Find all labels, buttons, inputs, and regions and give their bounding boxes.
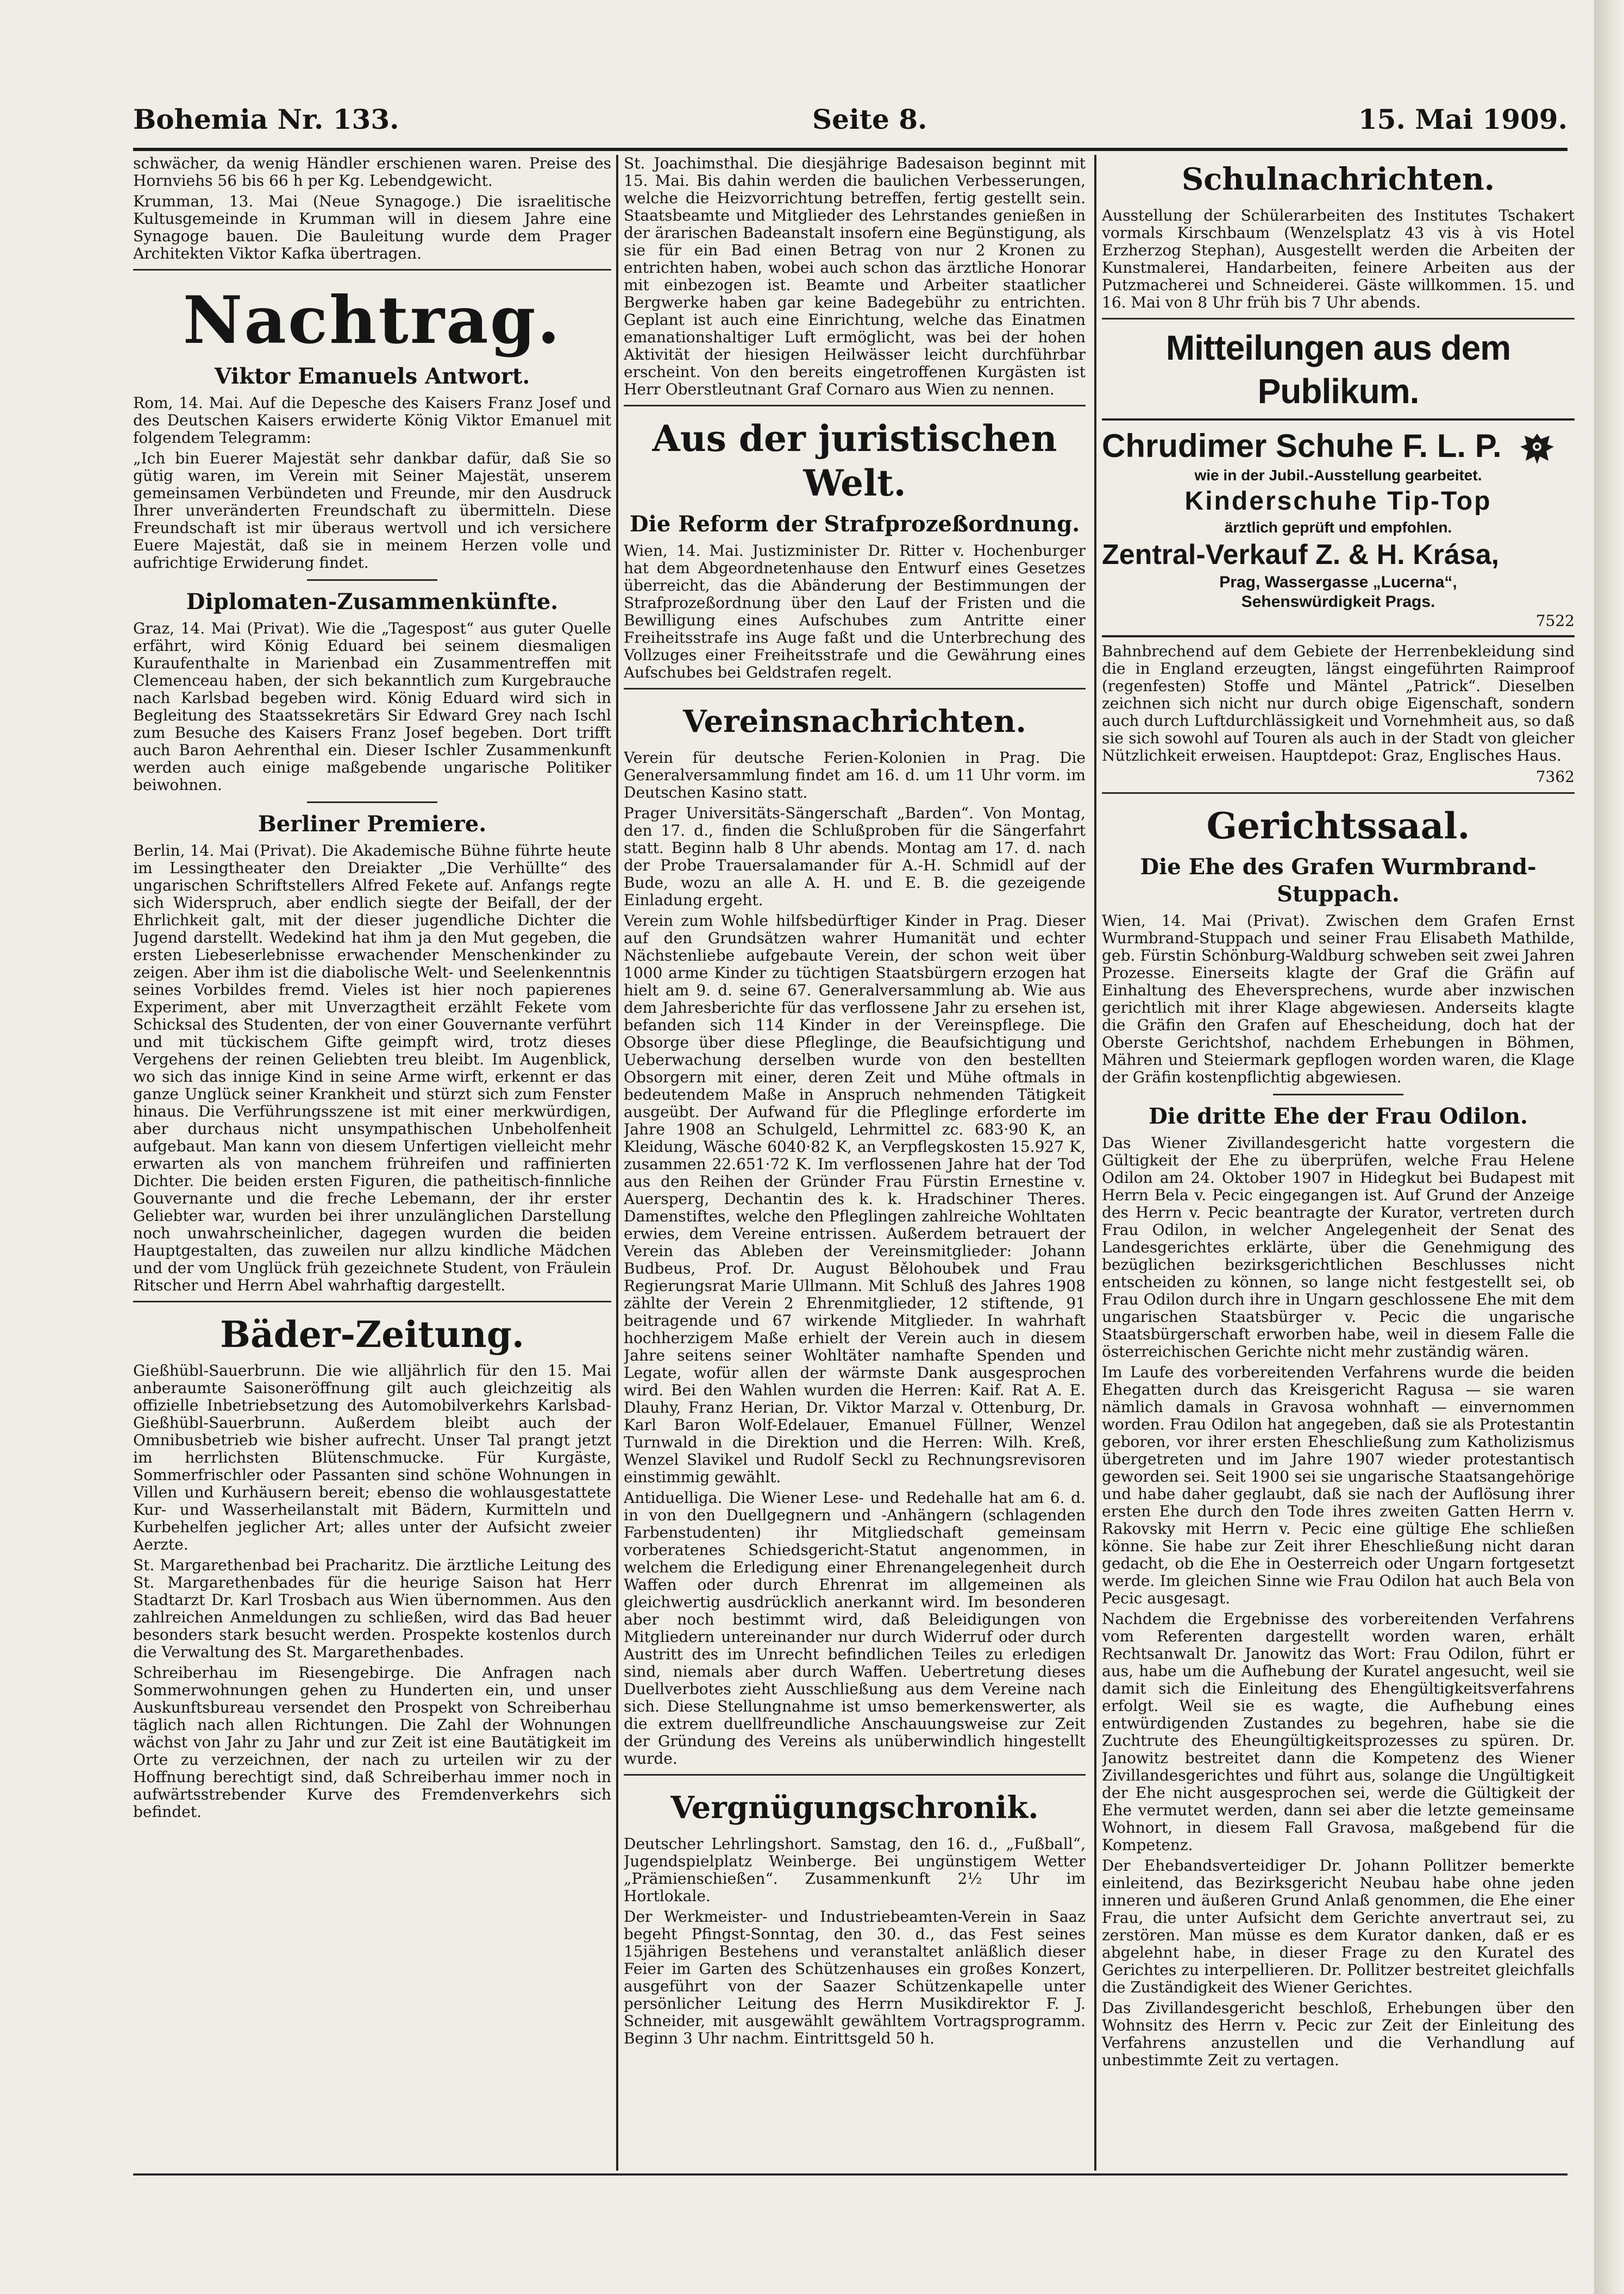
header-center: Seite 8. xyxy=(812,103,927,135)
ad-line: Zentral-Verkauf Z. & H. Krása, xyxy=(1102,539,1500,571)
section-title-vereinsnachrichten: Vereinsnachrichten. xyxy=(683,704,1026,739)
article-text: Graz, 14. Mai (Privat). Wie die „Tagespost“ aus guter Quelle erfährt, wird König Eduard bei seinem diesmaligen Kuraufenthalte in Marienbad ein Zusammentreffen mit Clemenceau haben, der sich bekanntlich zum Kurgebrauche nach Karlsbad begeben wird. König Eduard wird sich in Begleitung des Staatssekretärs Sir Edward Grey nach Ischl zum Besuche des Kaisers Franz Josef begeben. Dort trifft auch Baron Aehrenthal ein. Dieser Ischler Zusammenkunft werden auch einige maßgebende ungarische Politiker beiwohnen. xyxy=(133,619,611,794)
footer-rule xyxy=(133,2173,1567,2176)
article-text: Rom, 14. Mai. Auf die Depesche des Kaisers Franz Josef und des Deutschen Kaisers erwiderte König Viktor Emanuel mit folgendem Telegramm: xyxy=(133,394,611,447)
section-title-juristische-welt: Aus der juristischen Welt. xyxy=(652,417,1057,504)
divider xyxy=(307,579,437,581)
section-title-gerichtssaal: Gerichtssaal. xyxy=(1206,805,1470,848)
advertisement-krasa xyxy=(1102,418,1575,637)
page-edge-shadow xyxy=(1594,0,1624,2294)
article-text: Das Zivillandesgericht beschloß, Erhebungen über den Wohnsitz des Herrn v. Pecic zur Zeit der Einleitung des Verfahrens anzustellen und die Verhandlung auf unbestimmte Zeit zu vertagen. xyxy=(1102,1999,1575,2070)
article-text: Wien, 14. Mai (Privat). Zwischen dem Grafen Ernst Wurmbrand-Stuppach und seiner Frau Elisabeth Mathilde, geb. Fürstin Schönburg-Waldburg schweben seit zwei Jahren Prozesse. Einerseits klagte der Graf die Gräfin auf Einhaltung des Eheversprechens, wurde aber inzwischen gerichtlich mit ihrer Klage abgewiesen. Anderseits klagte die Gräfin den Grafen auf Ehescheidung, doch hat der Oberste Gerichtshof, nachdem Erhebungen in Böhmen, Mähren und Steiermark gepflogen worden waren, die Klage der Gräfin kostenpflichtig abgewiesen. xyxy=(1102,912,1575,1087)
divider xyxy=(133,1301,611,1302)
divider xyxy=(1273,1094,1403,1095)
divider xyxy=(624,688,1086,690)
header-right: 15. Mai 1909. xyxy=(1358,103,1567,135)
column-1 xyxy=(133,155,611,2171)
ad-line xyxy=(1102,426,1575,466)
column-2 xyxy=(624,155,1086,2171)
headline: Die Ehe des Grafen Wurmbrand-Stuppach. xyxy=(1140,854,1537,907)
divider xyxy=(133,269,611,271)
ad-line: Prag, Wassergasse „Lucerna“, xyxy=(1219,573,1457,592)
article-text: St. Margarethenbad bei Pracharitz. Die ärztliche Leitung des St. Margarethenbades für die heurige Saison hat Herr Stadtarzt Dr. Karl Trosbach aus Wien übernommen. Aus den zahlreichen Anmeldungen zu schließen, wird das Bad heuer besonders stark besucht werden. Prospekte kostenlos durch die Verwaltung des St. Margarethenbades. xyxy=(133,1556,611,1661)
divider xyxy=(307,801,437,803)
article-text: Ausstellung der Schülerarbeiten des Institutes Tschakert vormals Kirschbaum (Wenzelsplatz 43 vis à vis Hotel Erzherzog Stephan), Ausgestellt werden die Arbeiten der Kunstmalerei, Handarbeiten, feinere Arbeiten aus der Putzmacherei und Schneiderei. Gäste willkommen. 15. und 16. Mai von 8 Uhr früh bis 7 Uhr abends. xyxy=(1102,206,1575,311)
column-3 xyxy=(1102,155,1575,2171)
article-text: Schreiberhau im Riesengebirge. Die Anfragen nach Sommerwohnungen gehen zu Hunderten ein, und unser Auskunftsbureau versendet den Prospekt von Schreiberhau täglich nach allen Richtungen. Die Zahl der Wohnungen wächst von Jahr zu Jahr und zur Zeit ist eine Bautätigkeit im Orte zu verzeichnen, der nach zu urteilen wir zu der Hoffnung berechtigt sind, daß Schreiberhau immer noch in aufwärtsstrebender Kurve des Fremdenverkehrs sich befindet. xyxy=(133,1664,611,1821)
column-divider xyxy=(1094,155,1096,2171)
article-text: Im Laufe des vorbereitenden Verfahrens wurde die beiden Ehegatten durch das Kreisgericht Ragusa — sie waren nämlich damals in Gravosa wohnhaft — einvernommen worden. Frau Odilon hat angegeben, daß sie als Protestantin geboren, vor ihrer ersten Eheschließung zum Katholizismus übergetreten und im Jahre 1907 wieder protestantisch geworden sei. Seit 1900 sei sie ungarische Staatsangehörige und habe daher geglaubt, daß sie nach der Auflösung ihrer ersten Ehe durch den Tode ihres zweiten Gatten Herrn v. Rakovsky mit Herrn v. Pecic eine gültige Ehe schließen könne. Sie habe zur Zeit ihrer Eheschließung nicht daran gedacht, ob die Ehe in Oesterreich oder Ungarn fortgesetzt werde. Im gleichen Sinne wie Frau Odilon hat auch Bela von Pecic ausgesagt. xyxy=(1102,1363,1575,1608)
article-text: St. Joachimsthal. Die diesjährige Badesaison beginnt mit 15. Mai. Bis dahin werden die baulichen Verbesserungen, welche die Heizvorrichtung betreffen, fertig gestellt sein. Staatsbeamte und Mitglieder des Lehrstandes genießen in der ärarischen Badeanstalt insofern eine Begünstigung, als sie für ein Bad einen Betrag von nur 2 Kronen zu entrichten haben, wobei auch schon das ärztliche Honorar mit einbezogen ist. Beamte und Arbeiter staatlicher Bergwerke haben gar keine Badegebühr zu entrichten. Geplant ist auch eine Einrichtung, welche das Einatmen emanationshaltiger Luft ermöglicht, was bei der hohen Aktivität der hiesigen Heilwässer leicht durchführbar erscheint. Von den bereits eingetroffenen Kurgästen ist Herr Oberstleutnant Graf Cornaro aus Wien zu nennen. xyxy=(624,155,1086,398)
eagle-icon xyxy=(1518,430,1556,466)
header-rule xyxy=(133,148,1567,151)
section-title-nachtrag: Nachtrag. xyxy=(183,282,562,359)
article-text: Der Ehebandsverteidiger Dr. Johann Pollitzer bemerkte einleitend, das Bezirksgericht Neubau habe ohne jeden inneren und äußeren Grund Anlaß genommen, die Ehe einer Frau, die unter Aufsicht dem Gerichte anvertraut sei, zu zerstören. Man müsse es dem Kurator danken, daß er es abgelehnt habe, in dieser Frage zu den Kuratel des Gerichtes zu interpellieren. Dr. Pollitzer bestreitet gleichfalls die Zuständigkeit des Wiener Gerichtes. xyxy=(1102,1857,1575,1997)
ad-line: Kinderschuhe Tip-Top xyxy=(1184,487,1492,516)
ad-headline: Chrudimer Schuhe F. L. P. xyxy=(1102,428,1502,464)
article-text: Berlin, 14. Mai (Privat). Die Akademische Bühne führte heute im Lessingtheater den Dreiakter „Die Verhüllte“ des ungarischen Schriftstellers Alfred Fekete auf. Anfangs regte sich Widerspruch, aber endlich siegte der Beifall, der der Ehrlichkeit galt, mit der dieser jugendliche Dichter die Jugend darstellt. Wedekind hat ihm ja den Mut gegeben, die ersten Liebeserlebnisse erwachender Menschenkinder zu zeigen. Aber ihm ist die diabolische Welt- und Seelenkenntnis seines Vorbildes fremd. Vieles ist hier noch papierenes Experiment, aber mit Unverzagtheit erzählt Fekete vom Schicksal des Studenten, der von einer Gouvernante verführt und mit tückischem Gifte geimpft wird, trotz dieses Vergehens der reinen Geliebten treu bleibt. Im Augenblick, wo sich das innige Kind in seine Arme wirft, erkennt er das ganze Unglück seiner Krankheit und stürzt sich zum Fenster hinaus. Die Verführungsszene ist mit einer merkwürdigen, aber durchaus nicht unsympathischen Unbeholfenheit aufgebaut. Man kann von diesem Unfertigen vielleicht mehr erwarten als von manchem frühreifen und raffinierten Dichter. Die beiden ersten Figuren, die patheitisch-finnliche Gouvernante und die freche Lebemann, der ihr erster Geliebter war, wurden bei ihrer unzulänglichen Darstellung noch unwahrscheinlicher, dagegen wurden die beiden Hauptgestalten, das zuweilen nur allzu kindliche Mädchen und der vom Unglück früh gezeichnete Student, von Fräulein Ritscher und Herrn Abel wahrhaftig dargestellt. xyxy=(133,842,611,1294)
ad-line: ärztlich geprüft und empfohlen. xyxy=(1224,519,1452,536)
column-divider xyxy=(616,155,618,2171)
article-text: Wien, 14. Mai. Justizminister Dr. Ritter v. Hochenburger hat dem Abgeordnetenhause den Entwurf eines Gesetzes überreicht, das die Abänderung der Bestimmungen der Strafprozeßordnung über den Lauf der Fristen und die Bewilligung eines Aufschubes zum Antritte einer Freiheitsstrafe ins Auge faßt und die Unterbrechung des Vollzuges einer Freiheitsstrafe und die Gewährung eines Aufschubes bei Geldstrafen regelt. xyxy=(624,542,1086,681)
divider xyxy=(1102,318,1575,319)
divider xyxy=(624,1774,1086,1776)
headline: Die dritte Ehe der Frau Odilon. xyxy=(1149,1104,1528,1130)
article-text: Krumman, 13. Mai (Neue Synagoge.) Die israelitische Kultusgemeinde in Krumman will in diesem Jahre eine Synagoge bauen. Die Bauleitung wurde dem Prager Architekten Viktor Kafka übertragen. xyxy=(133,192,611,262)
ad-line: Sehenswürdigkeit Prags. xyxy=(1241,593,1435,611)
ad-number: 7522 xyxy=(1535,612,1575,630)
article-text: Bahnbrechend auf dem Gebiete der Herrenbekleidung sind die in England erzeugten, längst eingeführten Raimproof (regenfesten) Stoffe und Mäntel „Patrick“. Dieselben zeichnen sich nicht nur durch obige Eigenschaft, sondern auch durch Luftdurchlässigkeit und Vornehmheit aus, so daß sie sich sowohl auf Touren als auch in der Stadt von gleicher Nützlichkeit erweisen. Hauptdepot: Graz, Englisches Haus. xyxy=(1102,642,1575,765)
article-text: Deutscher Lehrlingshort. Samstag, den 16. d., „Fußball“, Jugendspielplatz Weinberge. Bei ungünstigem Wetter „Prämienschießen“. Zusammenkunft 2½ Uhr im Hortlokale. xyxy=(624,1835,1086,1905)
section-title-vergnuegungschronik: Vergnügungschronik. xyxy=(670,1790,1039,1826)
section-title-schulnachrichten: Schulnachrichten. xyxy=(1181,161,1495,197)
article-text: schwächer, da wenig Händler erschienen waren. Preise des Hornviehs 56 bis 66 h per Kg. Lebendgewicht. xyxy=(133,155,611,190)
headline: Die Reform der Strafprozeßordnung. xyxy=(629,511,1080,537)
headline: Diplomaten-Zusammenkünfte. xyxy=(186,589,559,615)
divider xyxy=(1102,792,1575,794)
ad-number: 7362 xyxy=(1535,768,1575,786)
page-header xyxy=(133,103,1567,141)
headline: Viktor Emanuels Antwort. xyxy=(214,363,530,389)
article-text: Nachdem die Ergebnisse des vorbereitenden Verfahrens vom Referenten dargestellt worden waren, erhält Rechtsanwalt Dr. Janowitz das Wort: Frau Odilon, führt er aus, habe um die Aufhebung der Kuratel angesucht, weil sie damit sich die Einleitung des Ehengültigkeitsverfahrens erfolgt. Weil sie es wagte, die Aufhebung eines entwürdigenden Zustandes zu begehren, habe sie die Zuchtrute des Eheungültigkeitsprozesses zu spüren. Dr. Janowitz bestreitet dann die Kompetenz des Wiener Zivillandesgerichtes und führt aus, solange die Ungültigkeit der Ehe nicht ausgesprochen sei, werde die Gültigkeit der Ehe vermutet werden, dann sei aber die letzte gemeinsame Wohnort, in diesem Fall Gravosa, maßgebend für die Kompetenz. xyxy=(1102,1610,1575,1854)
divider xyxy=(624,405,1086,406)
article-text: Der Werkmeister- und Industriebeamten-Verein in Saaz begeht Pfingst-Sonntag, den 30. d., das Fest seines 15jährigen Bestehens und veranstaltet anläßlich dieser Feier im Garten des Schützenhauses ein großes Konzert, ausgeführt von der Saazer Schützenkapelle unter persönlicher Leitung des Herrn Musikdirektor F. J. Schneider, mit ausgewählt gewähltem Vortragsprogramm. Beginn 3 Uhr nachm. Eintrittsgeld 50 h. xyxy=(624,1908,1086,2047)
article-text: Verein zum Wohle hilfsbedürftiger Kinder in Prag. Dieser auf den Grundsätzen wahrer Humanität und echter Nächstenliebe aufgebaute Verein, der schon weit über 1000 arme Kinder zu tüchtigen Staatsbürgern erzogen hat hielt am 9. d. seine 67. Generalversammlung ab. Wie aus dem Jahresberichte für das verflossene Jahr zu ersehen ist, befanden sich 114 Kinder in der Vereinspflege. Die Obsorge über diese Pfleglinge, die Beaufsichtigung und Ueberwachung derselben wurde von den bestellten Obsorgern mit einer, deren Zeit und Mühe oftmals in bedeutendem Maße in Anspruch nehmenden Tätigkeit ausgeübt. Der Aufwand für die Pfleglinge erforderte im Jahre 1908 an Schulgeld, Lehrmittel zc. 683·90 K, an Kleidung, Wäsche 6040·82 K, an Verpflegskosten 15.927 K, zusammen 22.651·72 K. Im verflossenen Jahre hat der Tod aus den Reihen der Gründer Frau Fürstin Ernestine v. Auersperg, Dechantin des k. k. Hradschiner Theres. Damenstiftes, welche den Pfleglingen zahlreiche Wohltaten erwies, dem Vereine entrissen. Außerdem betrauert der Verein das Ableben der Vereinsmitglieder: Johann Budbeus, Prof. Dr. August Bělohoubek und Frau Regierungsrat Marie Ullmann. Mit Schluß des Jahres 1908 zählte der Verein 2 Ehrenmitglieder, 12 stiftende, 91 beitragende und 67 wirkende Mitglieder. In wahrhaft hochherzigem Maße erhielt der Verein auch in diesem Jahre seitens seiner Wohltäter namhafte Spenden und Legate, wofür allen der wärmste Dank ausgesprochen wird. Bei den Wahlen wurden die Herren: Kaif. Rat A. E. Dlauhy, Franz Herian, Dr. Viktor Marzal v. Ottenburg, Dr. Karl Baron Wolf-Edelauer, Emanuel Füllner, Wenzel Turnwald in die Direktion und die Herren: Wilh. Kreß, Wenzel Slavikel und Rudolf Seckl zu Rechnungsrevisoren einstimmig gewählt. xyxy=(624,912,1086,1486)
article-text: Antiduelliga. Die Wiener Lese- und Redehalle hat am 6. d. in von den Duellgegnern und -Anhängern (schlagenden Farbenstudenten) ihr Mitgliedschaft gemeinsam vorberatenes Schiedsgericht-Statut angenommen, in welchem die Erledigung einer Ehrenangelegenheit durch Waffen oder durch Ehrenrat im allgemeinen als gleichwertig ausdrücklich anerkannt wird. Im besonderen aber noch bestimmt wird, daß Beleidigungen von Mitgliedern untereinander nur durch Widerruf oder durch Austritt des im Unrecht befindlichen Teiles zu erledigen sind, niemals aber durch Waffen. Uebertretung dieses Duellverbotes zieht Ausschließung aus dem Vereine nach sich. Diese Stellungnahme ist umso bemerkenswerter, als die extrem duellfreundliche Anschauungsweise zur Zeit der Gründung des Vereins als unüberwindlich hingestellt wurde. xyxy=(624,1489,1086,1767)
article-text: Verein für deutsche Ferien-Kolonien in Prag. Die Generalversammlung findet am 16. d. um 11 Uhr vorm. im Deutschen Kasino statt. xyxy=(624,749,1086,801)
section-title-baeder: Bäder-Zeitung. xyxy=(220,1313,524,1356)
section-title-mitteilungen: Mitteilungen aus dem Publikum. xyxy=(1165,328,1511,411)
ad-line: wie in der Jubil.-Ausstellung gearbeitet. xyxy=(1194,467,1482,484)
article-text: Gießhübl-Sauerbrunn. Die wie alljährlich für den 15. Mai anberaumte Saisoneröffnung gilt auch gleichzeitig als offizielle Inbetriebsetzung des Automobilverkehrs Karlsbad-Gießhübl-Sauerbrunn. Außerdem bleibt auch der Omnibusbetrieb wie bisher aufrecht. Unser Tal prangt jetzt im herrlichsten Blütenschmucke. Für Kurgäste, Sommerfrischler oder Passanten sind schöne Wohnungen in Villen und Kurhäusern bereit; ebenso die wohlausgestattete Kur- und Wasserheilanstalt mit Bädern, Kurmitteln und Kurbehelfen jeglicher Art; alles unter der Aufsicht zweier Aerzte. xyxy=(133,1362,611,1553)
header-left: Bohemia Nr. 133. xyxy=(133,103,399,135)
article-text: Das Wiener Zivillandesgericht hatte vorgestern die Gültigkeit der Ehe zu überprüfen, welche Frau Helene Odilon am 24. Oktober 1907 in Hidegkut bei Budapest mit Herrn Bela v. Pecic eingegangen ist. Auf Grund der Anzeige des Herrn v. Pecic beantragte der Kurator, vertreten durch Frau Odilon, in welcher Angelegenheit der Senat des Landesgerichtes erklärte, über die Genehmigung des bezüglichen bezirksgerichtlichen Beschlusses nicht entscheiden zu können, so lange nicht festgestellt sei, ob Frau Odilon durch ihre in Ungarn geschlossene Ehe mit dem ungarischen Staatsbürger v. Pecic die ungarische Staatsbürgerschaft erworben habe, weil in diesem Falle die österreichischen Gerichte nicht mehr zuständig wären. xyxy=(1102,1134,1575,1361)
article-text: Prager Universitäts-Sängerschaft „Barden“. Von Montag, den 17. d., finden die Schlußproben für die Sängerfahrt statt. Beginn halb 8 Uhr abends. Montag am 17. d. nach der Probe Trauersalamander für A.-H. Schmidl auf der Bude, wozu an alle A. H. und E. B. die gezeigende Einladung ergeht. xyxy=(624,804,1086,909)
article-text: „Ich bin Euerer Majestät sehr dankbar dafür, daß Sie so gütig waren, im Verein mit Seiner Majestät, unserem gemeinsamen Verbündeten und Freunde, mir den Ausdruck Ihrer unveränderten Freundschaft zu übermitteln. Diese Freundschaft ist mir überaus wertvoll und ich versichere Euere Majestät, daß sie in meinem Herzen volle und aufrichtige Erwiderung findet. xyxy=(133,449,611,572)
headline: Berliner Premiere. xyxy=(258,811,487,837)
